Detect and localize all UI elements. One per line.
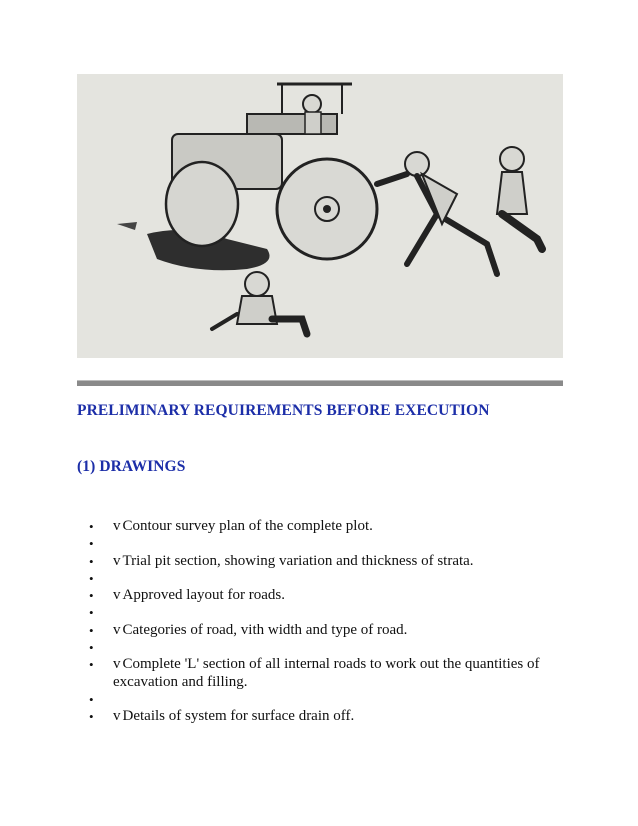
list-item — [77, 622, 557, 639]
cartoon-illustration — [77, 74, 563, 358]
bullet-marker: v — [113, 518, 121, 534]
list-item — [77, 656, 557, 691]
subsection-heading: (1) DRAWINGS — [77, 458, 186, 475]
road-roller-cartoon-icon — [77, 74, 563, 358]
list-item-text: Categories of road, vith width and type of road. — [122, 621, 408, 638]
list-item-text: Complete 'L' section of all internal roads to work out the quantities of excavation and filling. — [113, 656, 540, 690]
section-heading: PRELIMINARY REQUIREMENTS BEFORE EXECUTION — [77, 402, 490, 419]
bullet-marker: v — [113, 708, 121, 725]
list-item — [77, 518, 557, 535]
bullet-marker: v — [113, 621, 121, 638]
bullet-marker: v — [113, 552, 121, 569]
list-item-text: Trial pit section, showing variation and thickness of strata. — [122, 552, 474, 569]
list-item-text: Contour survey plan of the complete plot. — [122, 518, 373, 534]
list-item — [77, 639, 557, 656]
list-item — [77, 691, 557, 708]
horizontal-divider — [77, 380, 563, 386]
list-item — [77, 553, 557, 570]
list-item — [77, 535, 557, 552]
drawings-list — [77, 518, 557, 726]
list-item — [77, 570, 557, 587]
bullet-marker: v — [113, 656, 121, 673]
list-item-text: Approved layout for roads. — [122, 587, 285, 604]
list-item-text: Details of system for surface drain off. — [122, 708, 355, 725]
list-item — [77, 708, 557, 725]
list-item — [77, 604, 557, 621]
bullet-marker: v — [113, 587, 121, 604]
list-item — [77, 587, 557, 604]
